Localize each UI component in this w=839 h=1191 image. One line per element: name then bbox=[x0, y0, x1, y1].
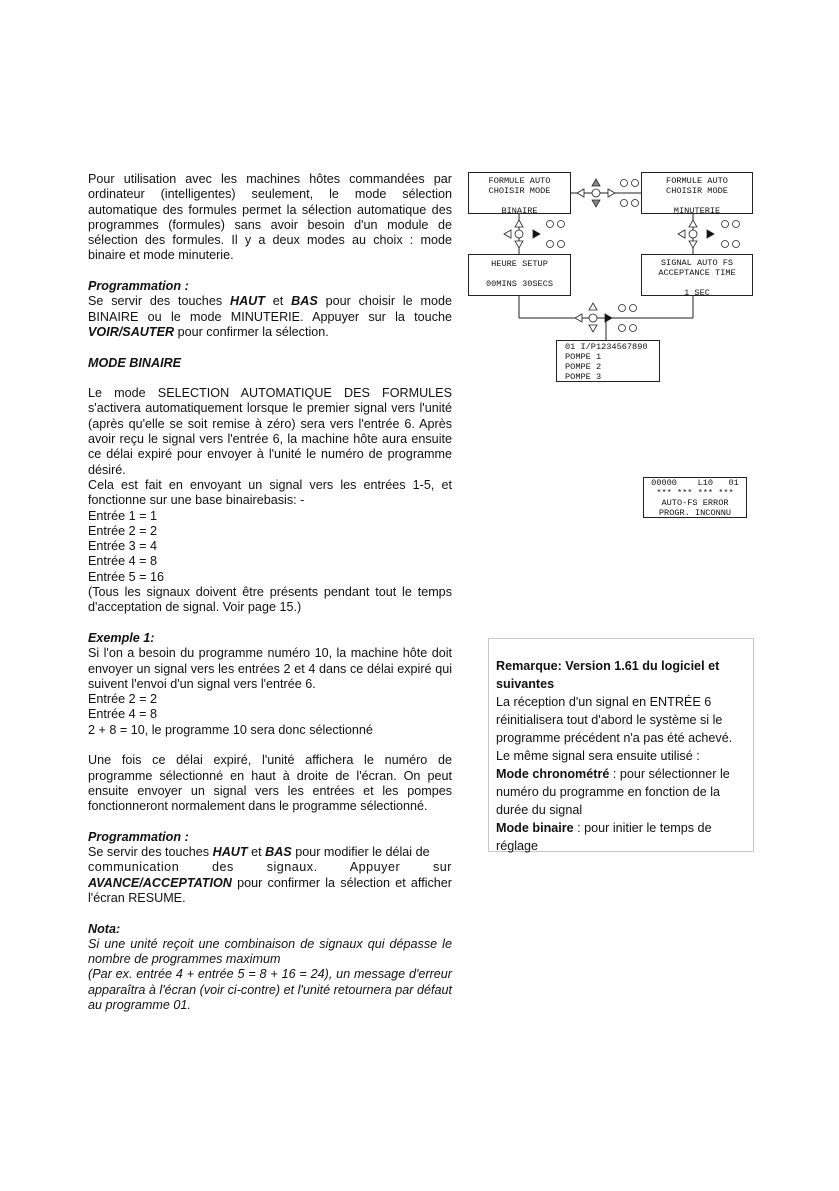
lcd-screen-binaire: FORMULE AUTO CHOISIR MODE BINAIRE bbox=[468, 172, 571, 214]
lcd-screen-heure-setup: HEURE SETUP 00MINS 30SECS bbox=[468, 254, 571, 296]
entry-line: Entrée 4 = 8 bbox=[88, 554, 157, 569]
entry-line: Entrée 2 = 2 bbox=[88, 523, 157, 538]
programmation-paragraph-2a: Se servir des touches HAUT et BAS pour modifier le délai de bbox=[88, 845, 430, 860]
lcd-screen-pompes: 01 I/P1234567890 POMPE 1 POMPE 2 POMPE 3 bbox=[556, 340, 660, 382]
note-title: Remarque: Version 1.61 du logiciel et suivantes bbox=[496, 659, 720, 691]
lcd-screen-minuterie: FORMULE AUTO CHOISIR MODE MINUTERIE bbox=[641, 172, 753, 214]
note-binaire: Mode binaire : pour initier le temps de réglage bbox=[496, 821, 712, 853]
programmation-paragraph-2b: communication des signaux. Appuyer sur bbox=[88, 860, 452, 875]
example-paragraph-1: Si l'on a besoin du programme numéro 10, la machine hôte doit envoyer un signal vers les entrées 2 et 4 dans ce délai expiré qui suivent l'envoi d'un signal vers l'entrée 6. bbox=[88, 646, 452, 691]
example-line: Entrée 4 = 8 bbox=[88, 707, 157, 722]
programmation-heading-2: Programmation : bbox=[88, 829, 189, 844]
keypad-icon-left bbox=[504, 220, 565, 248]
keypad-icon-right bbox=[678, 220, 740, 248]
entry-line: Entrée 3 = 4 bbox=[88, 539, 157, 554]
programmation-paragraph-2c: AVANCE/ACCEPTATION pour confirmer la sélection et afficher l'écran RESUME. bbox=[88, 875, 452, 905]
nota-heading: Nota: bbox=[88, 921, 121, 936]
example-heading: Exemple 1: bbox=[88, 630, 155, 645]
nota-paragraph-1: Si une unité reçoit une combinaison de signaux qui dépasse le nombre de programmes maximum bbox=[88, 936, 452, 967]
entry-line: Entrée 1 = 1 bbox=[88, 508, 157, 523]
binaire-paragraph-1: Le mode SELECTION AUTOMATIQUE DES FORMULES s'activera automatiquement lorsque le premier signal vers l'unité (après qu'elle se soit remise à zéro) sera vers l'entrée 6. Après avoir reçu le signal vers l'entrée 6, la machine hôte aura ensuite ce délai expiré pour envoyer à l'unité le numéro de programme désiré. bbox=[88, 386, 452, 477]
programmation-paragraph-1: Se servir des touches HAUT et BAS pour choisir le mode BINAIRE ou le mode MINUTERIE. Appuyer sur la touche VOIR/SAUTER pour confirmer la sélection. bbox=[88, 294, 452, 339]
example-line: 2 + 8 = 10, le programme 10 sera donc sélectionné bbox=[88, 722, 373, 737]
binaire-paragraph-2: Cela est fait en envoyant un signal vers les entrées 1-5, et fonctionne sur une base binairebasis: - bbox=[88, 477, 452, 508]
example-line: Entrée 2 = 2 bbox=[88, 692, 157, 707]
intro-paragraph: Pour utilisation avec les machines hôtes commandées par ordinateur (intelligentes) seulement, le mode sélection automatique des formules permet la sélection automatique des programmes (formules) sans avoir besoin d'un module de sélection des formules. Il y a deux modes au choix : mode binaire et mode minuterie. bbox=[88, 172, 452, 263]
programmation-heading-1: Programmation : bbox=[88, 279, 189, 294]
note-paragraph: La réception d'un signal en ENTRÉE 6 réinitialisera tout d'abord le système si le programme précédent n'a pas été achevé. Le même signal sera ensuite utilisé : bbox=[496, 695, 733, 763]
mode-binaire-heading: MODE BINAIRE bbox=[88, 355, 182, 370]
entry-line: Entrée 5 = 16 bbox=[88, 569, 164, 584]
lcd-screen-acceptance-time: SIGNAL AUTO FS ACCEPTANCE TIME 1 SEC bbox=[641, 254, 753, 296]
example-paragraph-2: Une fois ce délai expiré, l'unité affichera le numéro de programme sélectionné en haut à droite de l'écran. On peut ensuite envoyer un signal vers les entrées et les pompes fonctionneront normalement dans le programme sélectionné. bbox=[88, 753, 452, 814]
note-chrono: Mode chronométré : pour sélectionner le numéro du programme en fonction de la durée du signal bbox=[496, 767, 730, 817]
version-note-box bbox=[488, 638, 754, 852]
nota-paragraph-2: (Par ex. entrée 4 + entrée 5 = 8 + 16 = 24), un message d'erreur apparaîtra à l'écran (voir ci-contre) et l'unité retournera par défaut au programme 01. bbox=[88, 967, 452, 1013]
lcd-screen-error: 00000 L10 01 *** *** *** *** AUTO-FS ERROR PROGR. INCONNU bbox=[643, 477, 747, 518]
binaire-paragraph-3: (Tous les signaux doivent être présents pendant tout le temps d'acceptation de signal. Voir page 15.) bbox=[88, 585, 452, 615]
